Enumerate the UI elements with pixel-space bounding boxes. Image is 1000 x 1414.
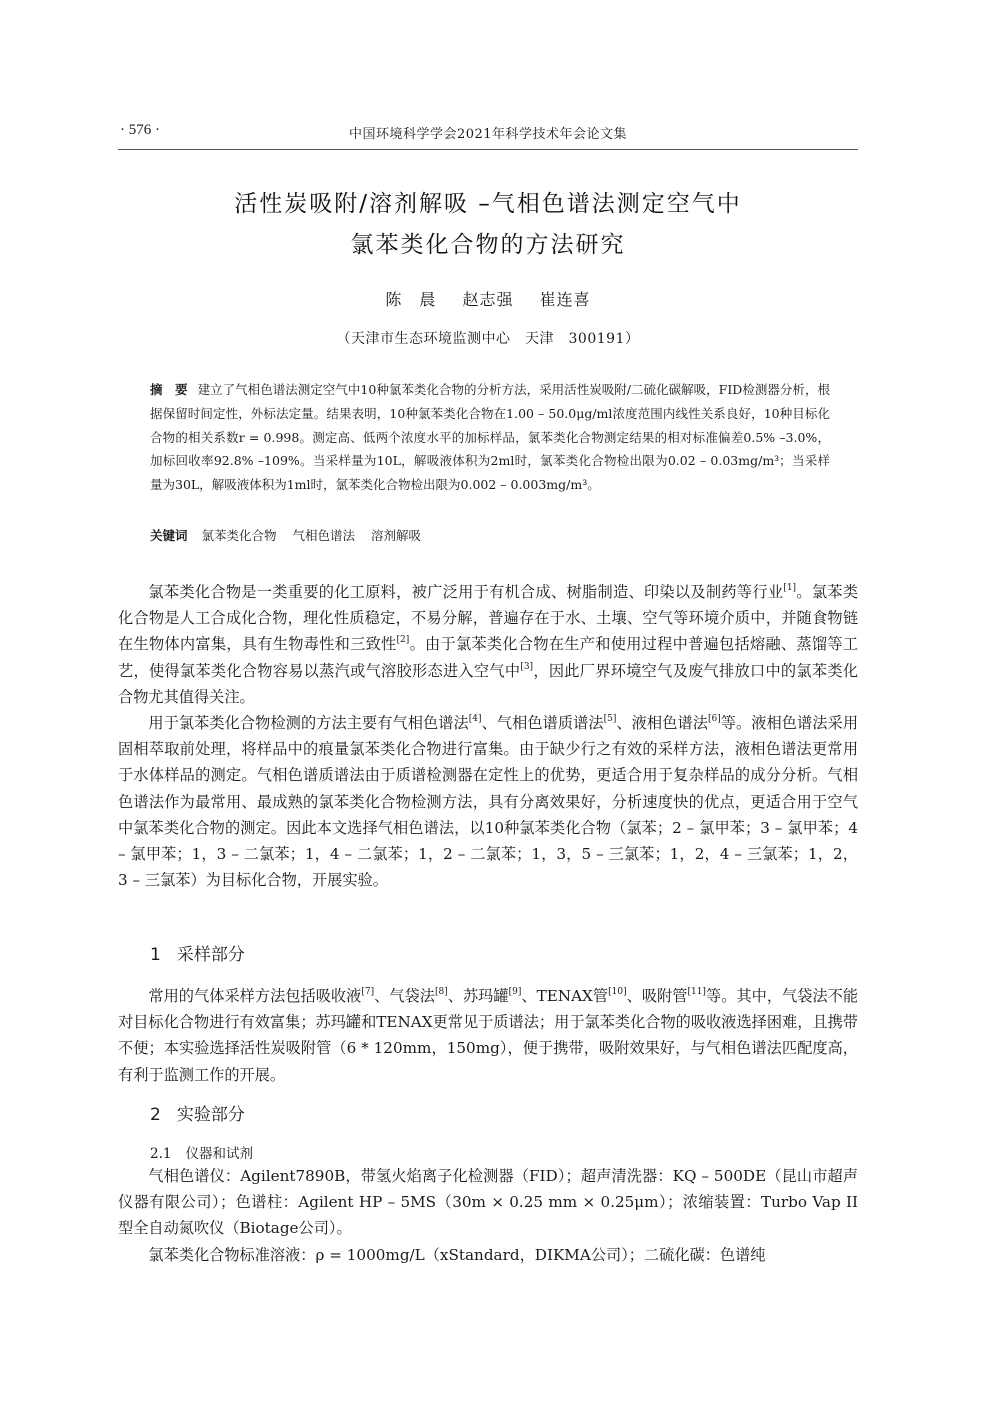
keyword: 气相色谱法	[292, 528, 356, 543]
authors	[118, 287, 858, 310]
section-2-heading	[150, 1100, 245, 1125]
reagents-paragraph: 氯苯类化合物标准溶液：ρ = 1000mg/L（xStandard，DIKMA公司）；二硫化碳：色谱纯	[148, 1245, 766, 1264]
citation[interactable]: [5]	[603, 714, 617, 725]
header-rule	[118, 149, 858, 150]
citation[interactable]: [11]	[687, 987, 706, 997]
paper-title	[118, 184, 858, 266]
section-title: 实验部分	[176, 1105, 245, 1125]
abstract-text: 建立了气相色谱法测定空气中10种氯苯类化合物的分析方法，采用活性炭吸附/二硫化碳解吸，FID检测器分析，根据保留时间定性，外标法定量。结果表明，10种氯苯类化合物在1.00 – 50.0μg/ml浓度范围内线性关系良好，10种目标化合物的相关系数r = 0.998。测定高、低两个浓度水平的加标样品，氯苯类化合物测定结果的相对标准偏差0.5% –3.0%，加标回收率92.8% –109%。当采样量为10L，解吸液体积为2ml时，氯苯类化合物检出限为0.02 – 0.03mg/m³；当采样量为30L，解吸液体积为1ml时，氯苯类化合物检出限为0.002 – 0.003mg/m³。	[150, 382, 830, 493]
citation[interactable]: [3]	[520, 661, 534, 672]
section-1-paragraph: 常用的气体采样方法包括吸收液[7]、气袋法[8]、苏玛罐[9]、TENAX管[10]、吸附管[11]等。其中，气袋法不能对目标化合物进行有效富集；苏玛罐和TENAX更常见于质谱法；用于氯苯类化合物的吸收液选择困难，且携带不便；本实验选择活性炭吸附管（6 * 120mm，150mg），便于携带，吸附效果好，与气相色谱法匹配度高，有利于监测工作的开展。	[118, 987, 859, 1084]
author: 崔连喜	[539, 290, 591, 309]
citation[interactable]: [9]	[508, 987, 522, 997]
instruments-paragraph: 气相色谱仪：Agilent7890B，带氢火焰离子化检测器（FID）；超声清洗器：KQ – 500DE（昆山市超声仪器有限公司）；色谱柱：Agilent HP – 5MS（30m × 0.25 mm × 0.25μm）；浓缩装置：Turbo Vap II型全自动氮吹仪（Biotage公司）。	[118, 1167, 858, 1238]
keywords	[150, 526, 830, 544]
section-1-heading	[150, 940, 245, 965]
section-number: 2	[150, 1105, 161, 1125]
page-header	[118, 120, 858, 150]
author: 陈 晨	[385, 290, 437, 309]
affiliation: （天津市生态环境监测中心 天津 300191）	[336, 331, 640, 347]
citation[interactable]: [7]	[361, 987, 375, 997]
citation[interactable]: [4]	[468, 714, 482, 725]
title-line-2: 氯苯类化合物的方法研究	[350, 232, 626, 258]
page-number: · 576 ·	[120, 122, 160, 138]
abstract-label: 摘 要	[150, 382, 188, 397]
citation[interactable]: [6]	[707, 714, 721, 725]
section-number: 1	[150, 945, 161, 965]
abstract	[150, 378, 830, 497]
intro-paragraph-2: 用于氯苯类化合物检测的方法主要有气相色谱法[4]、气相色谱质谱法[5]、液相色谱法[6]等。液相色谱法采用固相萃取前处理，将样品中的痕量氯苯类化合物进行富集。由于缺少行之有效的采样方法，液相色谱法更常用于水体样品的测定。气相色谱质谱法由于质谱检测器在定性上的优势，更适合用于复杂样品的成分分析。气相色谱法作为最常用、最成熟的氯苯类化合物检测方法，具有分离效果好，分析速度快的优点，更适合用于空气中氯苯类化合物的测定。因此本文选择气相色谱法，以10种氯苯类化合物（氯苯；2 – 氯甲苯；3 – 氯甲苯；4 – 氯甲苯；1，3 – 二氯苯；1，4 – 二氯苯；1，2 – 二氯苯；1，3，5 – 三氯苯；1，2，4 – 三氯苯；1，2，3 – 三氯苯）为目标化合物，开展实验。	[118, 714, 859, 890]
citation[interactable]: [1]	[783, 583, 797, 593]
section-title: 采样部分	[176, 945, 245, 965]
running-title: 中国环境科学学会2021年科学技术年会论文集	[348, 127, 628, 142]
introduction	[118, 579, 858, 893]
subsection-2-1-heading	[150, 1142, 253, 1162]
title-line-1: 活性炭吸附/溶剂解吸 –气相色谱法测定空气中	[234, 191, 742, 217]
keyword: 溶剂解吸	[371, 528, 422, 543]
keywords-label: 关键词	[150, 528, 188, 543]
keyword: 氯苯类化合物	[201, 528, 277, 543]
author: 赵志强	[462, 290, 514, 309]
section-2-body	[118, 1163, 858, 1268]
citation[interactable]: [2]	[396, 635, 410, 646]
citation[interactable]: [8]	[434, 987, 448, 997]
section-1-body	[118, 983, 858, 1088]
intro-paragraph-1: 氯苯类化合物是一类重要的化工原料，被广泛用于有机合成、树脂制造、印染以及制药等行业[1]。氯苯类化合物是人工合成化合物，理化性质稳定，不易分解，普遍存在于水、土壤、空气等环境介质中，并随食物链在生物体内富集，具有生物毒性和三致性[2]。由于氯苯类化合物在生产和使用过程中普遍包括熔融、蒸馏等工艺，使得氯苯类化合物容易以蒸汽或气溶胶形态进入空气中[3]，因此厂界环境空气及废气排放口中的氯苯类化合物尤其值得关注。	[118, 583, 859, 706]
citation[interactable]: [10]	[608, 987, 627, 997]
subsection-title: 仪器和试剂	[185, 1146, 253, 1162]
subsection-number: 2.1	[150, 1146, 172, 1162]
